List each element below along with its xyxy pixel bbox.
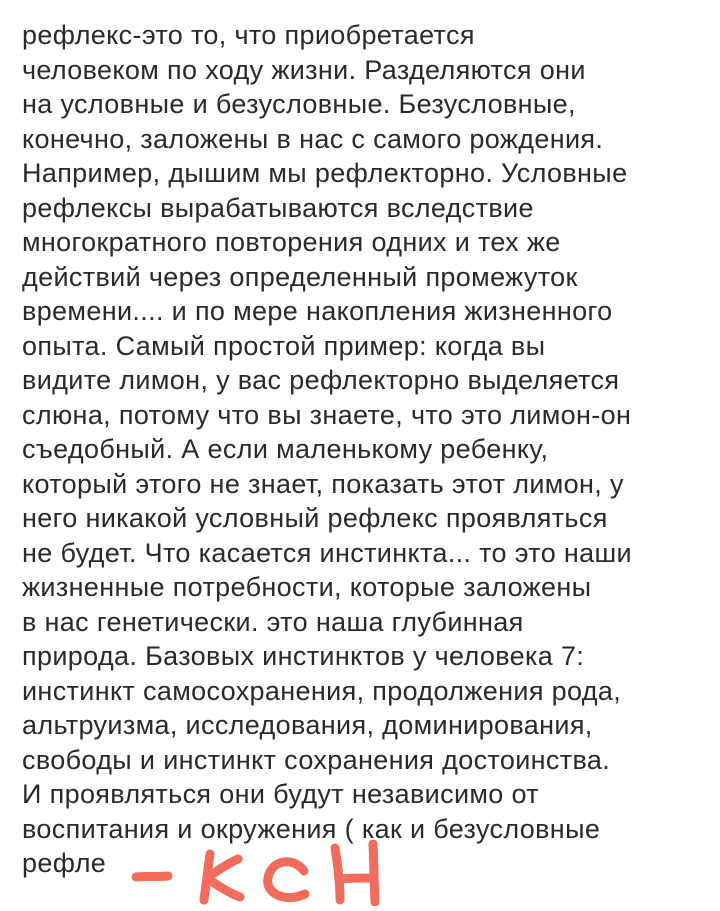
text-line-9: времени.... и по мере накопления жизненного (22, 296, 613, 326)
text-line-25: рефле (22, 848, 107, 878)
text-line-16: не будет. Что касается инстинкта... то это наши (22, 537, 632, 568)
signature-c-stroke (268, 862, 305, 898)
text-line-23: И проявляться они будут независимо от (22, 779, 539, 809)
text-line-1: рефлекс-это то, что приобретается (22, 20, 475, 50)
text-line-2: человеком по ходу жизни. Разделяются они (22, 54, 586, 85)
answer-text (22, 18, 702, 881)
text-line-5: Например, дышим мы рефлекторно. Условные (22, 158, 628, 188)
signature-k-lower-stroke (207, 878, 240, 897)
text-line-15: него никакой условный рефлекс проявляться (22, 503, 608, 533)
text-line-17: жизненные потребности, которые заложены (22, 572, 592, 602)
text-line-20: инстинкт самосохранения, продолжения рода, (22, 675, 622, 706)
signature-h-left-stroke (335, 848, 340, 900)
text-line-21: альтруизма, исследования, доминирования, (22, 710, 593, 740)
text-line-18: в нас генетически. это наша глубинная (22, 606, 524, 637)
signature-dash-stroke (136, 876, 168, 877)
text-line-3: на условные и безусловные. Безусловные, (22, 89, 576, 119)
signature-h-bar-stroke (339, 878, 374, 879)
text-line-11: видите лимон, у вас рефлекторно выделяется (22, 365, 620, 395)
text-line-22: свободы и инстинкт сохранения достоинства. (22, 744, 611, 775)
text-line-13: съедобный. А если маленькому ребенку, (22, 434, 549, 464)
text-line-24: воспитания и окружения ( как и безусловные (22, 813, 601, 844)
text-line-7: многократного повторения одних и тех же (22, 227, 561, 257)
text-line-10: опыта. Самый простой пример: когда вы (22, 330, 546, 361)
text-line-8: действий через определенный промежуток (22, 261, 578, 292)
handwritten-signature (128, 836, 388, 906)
text-line-19: природа. Базовых инстинктов у человека 7: (22, 641, 585, 671)
text-line-6: рефлексы вырабатываются вследствие (22, 192, 534, 223)
text-line-4: конечно, заложены в нас с самого рождения. (22, 123, 604, 154)
text-line-14: который этого не знает, показать этот лимон, у (22, 468, 624, 499)
text-line-12: слюна, потому что вы знаете, что это лимон-он (22, 399, 632, 430)
signature-h-right-stroke (373, 844, 375, 902)
